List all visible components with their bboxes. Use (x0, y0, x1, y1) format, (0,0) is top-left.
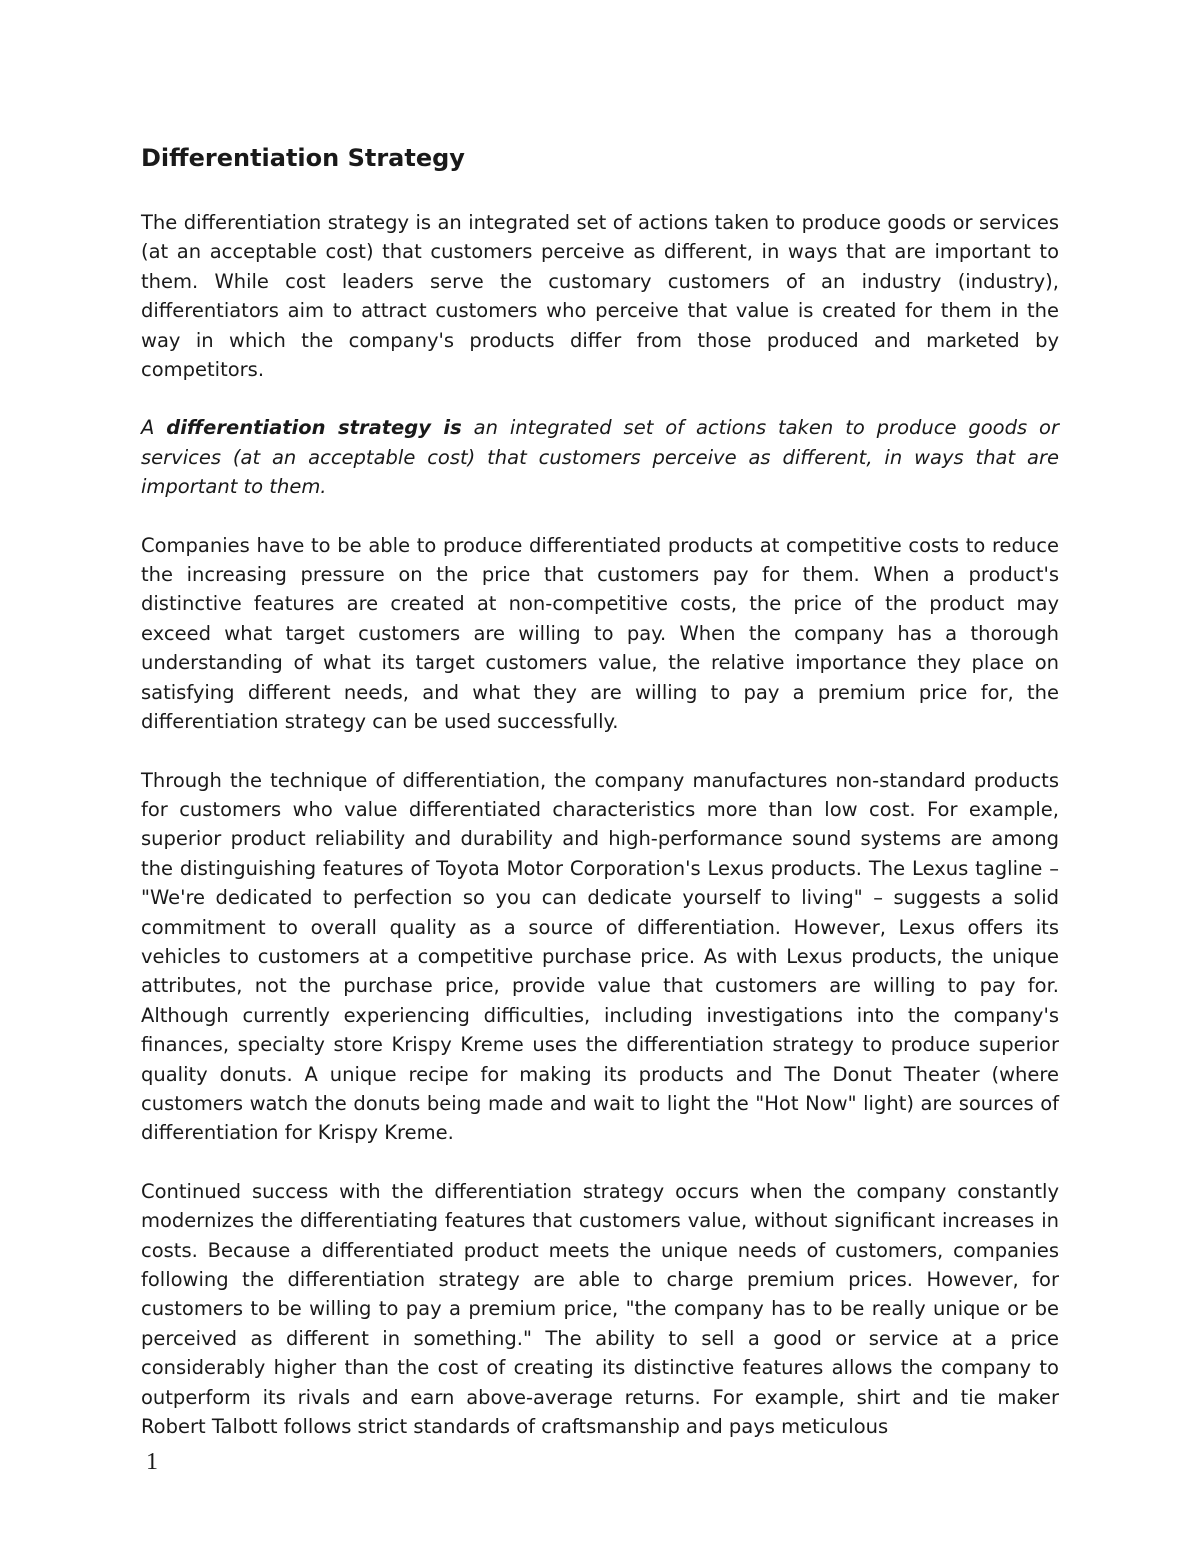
intro-paragraph: The differentiation strategy is an integrated set of actions taken to produce goods or services (at an acceptable cost) that customers perceive as different, in ways that are important to them. While cost leaders serve the customary customers of an industry (industry), differentiators aim to attract customers who perceive that value is created for them in the way in which the company's products differ from those produced and marketed by competitors. (141, 211, 1059, 382)
page-number: 1 (146, 1449, 158, 1475)
body-paragraph: Continued success with the differentiation strategy occurs when the company constantly modernizes the differentiating features that customers value, without significant increases in costs. Because a differentiated product meets the unique needs of customers, companies following the differentiation strategy are able to charge premium prices. However, for customers to be willing to pay a premium price, "the company has to be really unique or be perceived as different in something." The ability to sell a good or service at a price considerably higher than the cost of creating its distinctive features allows the company to outperform its rivals and earn above-average returns. For example, shirt and tie maker Robert Talbott follows strict standards of craftsmanship and pays meticulous (141, 1179, 1059, 1439)
definition-paragraph (141, 413, 1059, 501)
definition-prefix: A (141, 416, 167, 440)
body-paragraph: Companies have to be able to produce differentiated products at competitive costs to reduce the increasing pressure on the price that customers pay for them. When a product's distinctive features are created at non-competitive costs, the price of the product may exceed what target customers are willing to pay. When the company has a thorough understanding of what its target customers value, the relative importance they place on satisfying different needs, and what they are willing to pay a premium price for, the differentiation strategy can be used successfully. (141, 533, 1059, 734)
document-content (141, 138, 1059, 1470)
definition-text: an integrated set of actions taken to produce goods or services (at an acceptable cost) that customers perceive as different, in ways that are important to them. (141, 416, 1059, 499)
body-paragraph: Through the technique of differentiation, the company manufactures non-standard products for customers who value differentiated characteristics more than low cost. For example, superior product reliability and durability and high-performance sound systems are among the distinguishing features of Toyota Motor Corporation's Lexus products. The Lexus tagline – "We're dedicated to perfection so you can dedicate yourself to living" – suggests a solid commitment to overall quality as a source of differentiation. However, Lexus offers its vehicles to customers at a competitive purchase price. As with Lexus products, the unique attributes, not the purchase price, provide value that customers are willing to pay for. Although currently experiencing difficulties, including investigations into the company's finances, specialty store Krispy Kreme uses the differentiation strategy to produce superior quality donuts. A unique recipe for making its products and The Donut Theater (where customers watch the donuts being made and wait to light the "Hot Now" light) are sources of differentiation for Krispy Kreme. (141, 768, 1059, 1145)
document-title: Differentiation Strategy (141, 144, 465, 172)
definition-term: differentiation strategy is (166, 416, 462, 440)
